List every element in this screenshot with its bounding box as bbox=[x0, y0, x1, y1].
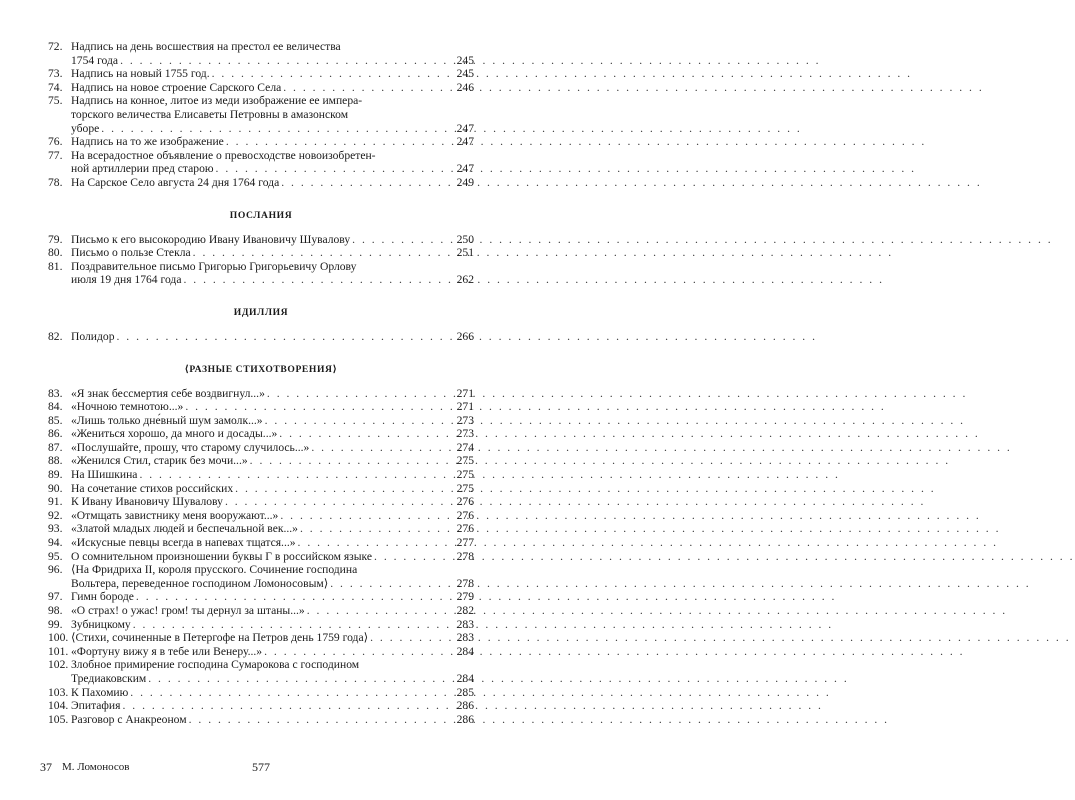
toc-entry bbox=[48, 441, 474, 455]
toc-entry-line bbox=[48, 414, 474, 428]
toc-entry bbox=[48, 495, 474, 509]
toc-entry-line bbox=[48, 176, 474, 190]
entry-title: ной артиллерии пред старою bbox=[71, 162, 214, 176]
entry-page: 250 bbox=[456, 232, 474, 246]
entry-title: уборе bbox=[71, 121, 100, 135]
entry-number: 99. bbox=[48, 617, 63, 631]
entry-page: 275 bbox=[456, 454, 474, 468]
toc-entry bbox=[48, 631, 474, 645]
toc-entry-line bbox=[48, 387, 474, 401]
entry-page: 284 bbox=[456, 671, 474, 685]
entry-page: 273 bbox=[456, 413, 474, 427]
entry-number: 72. bbox=[48, 40, 63, 53]
entry-number: 84. bbox=[48, 400, 63, 414]
toc-entry bbox=[48, 414, 474, 428]
toc-entry-line bbox=[48, 713, 474, 727]
entry-page: 262 bbox=[456, 273, 474, 287]
entry-title: Надпись на новый 1755 год. bbox=[71, 67, 210, 81]
entry-number: 102. bbox=[48, 658, 69, 672]
entry-page: 266 bbox=[456, 329, 474, 343]
entry-title: Надпись на конное, литое из меди изображение ее импера- bbox=[71, 94, 363, 108]
toc-section bbox=[48, 364, 474, 727]
dot-leader bbox=[264, 645, 454, 659]
dot-leader bbox=[370, 631, 454, 645]
toc-entry bbox=[48, 427, 474, 441]
entry-title: ⟨На Фридриха II, короля прусского. Сочинение господина bbox=[71, 563, 358, 577]
toc-entry bbox=[48, 522, 474, 536]
toc-entry bbox=[48, 400, 474, 414]
toc-entry bbox=[48, 509, 474, 523]
entry-page: 247 bbox=[456, 121, 474, 135]
dot-leader bbox=[226, 135, 454, 149]
toc-entry-line bbox=[48, 54, 474, 68]
toc-entry-line bbox=[48, 563, 474, 577]
entry-page: 276 bbox=[456, 495, 474, 509]
entry-number: 85. bbox=[48, 413, 63, 427]
entry-number: 91. bbox=[48, 495, 63, 509]
dot-leader bbox=[148, 672, 454, 686]
entry-title: Зубницкому bbox=[71, 617, 131, 631]
dot-leader bbox=[267, 387, 454, 401]
toc-entry-line bbox=[48, 699, 474, 713]
toc-entry-line bbox=[48, 495, 474, 509]
entry-title: «Жениться хорошо, да много и досады...» bbox=[71, 427, 278, 441]
dot-leader bbox=[183, 273, 454, 287]
entry-number: 86. bbox=[48, 427, 63, 441]
entry-number: 94. bbox=[48, 536, 63, 550]
toc-entry bbox=[48, 713, 474, 727]
entry-number: 103. bbox=[48, 685, 69, 699]
toc-entry bbox=[48, 454, 474, 468]
entry-page: 277 bbox=[456, 536, 474, 550]
dot-leader bbox=[300, 522, 454, 536]
toc-entry bbox=[48, 176, 474, 190]
dot-leader bbox=[250, 454, 454, 468]
dot-leader bbox=[212, 67, 454, 81]
entry-title: июля 19 дня 1764 года bbox=[71, 273, 182, 287]
entry-number: 98. bbox=[48, 604, 63, 617]
toc-entry bbox=[48, 536, 474, 550]
entry-page: 286 bbox=[456, 699, 474, 713]
entry-title: торского величества Елисаветы Петровны в амазонском bbox=[71, 107, 349, 121]
entry-title: На всерадостное объявление о превосходстве новоизобретен- bbox=[71, 148, 376, 162]
entry-title: «Искусные певцы всегда в напевах тщатся...» bbox=[71, 536, 296, 550]
toc-entry-line bbox=[48, 482, 474, 496]
toc-entry-line bbox=[48, 454, 474, 468]
toc-entry-line bbox=[48, 67, 474, 81]
entry-title: Письмо о пользе Стекла bbox=[71, 246, 191, 260]
entry-number: 97. bbox=[48, 590, 63, 604]
dot-leader bbox=[136, 590, 454, 604]
dot-leader bbox=[265, 414, 454, 428]
entry-title: «Отмщать завистнику меня вооружают...» bbox=[71, 508, 279, 522]
entry-number: 76. bbox=[48, 135, 63, 149]
entry-title: Злобное примирение господина Сумарокова с господином bbox=[71, 658, 360, 672]
dot-leader bbox=[307, 604, 454, 618]
section-heading: ПОСЛАНИЯ bbox=[229, 209, 293, 221]
toc-entry-line bbox=[48, 427, 474, 441]
entry-title: Письмо к его высокородию Ивану Ивановичу Шувалову bbox=[71, 232, 351, 246]
entry-title: «Я знак бессмертия себе воздвигнул...» bbox=[71, 386, 265, 400]
toc-entry-line bbox=[48, 468, 474, 482]
dot-leader bbox=[139, 468, 454, 482]
entry-number: 92. bbox=[48, 508, 63, 522]
entry-page: 247 bbox=[456, 162, 474, 176]
page-footer bbox=[40, 760, 472, 776]
dot-leader bbox=[193, 246, 454, 260]
entry-number: 80. bbox=[48, 246, 63, 260]
toc-entry-line bbox=[48, 618, 474, 632]
entry-title: «О страх! о ужас! гром! ты дернул за штаны...» bbox=[71, 604, 305, 617]
toc-section bbox=[48, 307, 474, 344]
section-heading: ⟨РАЗНЫЕ СТИХОТВОРЕНИЯ⟩ bbox=[184, 363, 338, 375]
entry-number: 96. bbox=[48, 563, 63, 577]
dot-leader bbox=[130, 686, 454, 700]
entry-number: 100. bbox=[48, 631, 69, 645]
entry-page: 271 bbox=[456, 386, 474, 400]
dot-leader bbox=[298, 536, 454, 550]
toc-entry bbox=[48, 387, 474, 401]
entry-title: На Шишкина bbox=[71, 468, 138, 482]
entry-number: 82. bbox=[48, 329, 63, 343]
toc-entry-line bbox=[48, 577, 474, 591]
toc-entry-line bbox=[48, 631, 474, 645]
dot-leader bbox=[189, 713, 454, 727]
section-heading: ИДИЛЛИЯ bbox=[233, 306, 289, 318]
dot-leader bbox=[185, 400, 454, 414]
entry-title: На сочетание стихов российских bbox=[71, 481, 234, 495]
toc-entry-line bbox=[48, 260, 474, 274]
entry-page: 286 bbox=[456, 712, 474, 726]
toc-entry-line bbox=[48, 604, 474, 618]
toc-section bbox=[48, 40, 474, 190]
toc-entry bbox=[48, 686, 474, 700]
entry-title: Полидор bbox=[71, 329, 115, 343]
toc-entry bbox=[48, 233, 474, 247]
entry-page: 278 bbox=[456, 549, 474, 563]
entry-title: 1754 года bbox=[71, 53, 119, 67]
toc-entry bbox=[48, 40, 474, 67]
toc-entry-line bbox=[48, 233, 474, 247]
entry-page: 275 bbox=[456, 468, 474, 482]
toc-entry bbox=[48, 604, 474, 618]
dot-leader bbox=[120, 54, 454, 68]
footer-author: М. Ломоносов bbox=[62, 761, 130, 773]
entry-page: 247 bbox=[456, 135, 474, 149]
entry-page: 283 bbox=[456, 631, 474, 645]
entry-title: К Пахомию bbox=[71, 685, 129, 699]
entry-number: 81. bbox=[48, 259, 63, 273]
toc-entry-line bbox=[48, 672, 474, 686]
toc-entry-line bbox=[48, 149, 474, 163]
toc-entry-line bbox=[48, 536, 474, 550]
entry-title: «Лишь только дне́вный шум замолк...» bbox=[71, 413, 263, 427]
dot-leader bbox=[283, 81, 454, 95]
entry-number: 95. bbox=[48, 549, 63, 563]
dot-leader bbox=[133, 618, 454, 632]
entry-page: 276 bbox=[456, 522, 474, 536]
dot-leader bbox=[374, 550, 454, 564]
dot-leader bbox=[281, 176, 454, 190]
toc-entry bbox=[48, 67, 474, 81]
entry-title: Тредиаковским bbox=[71, 671, 147, 685]
entry-number: 88. bbox=[48, 454, 63, 468]
dot-leader bbox=[352, 233, 454, 247]
entry-title: О сомнительном произношении буквы Г в российском языке bbox=[71, 549, 373, 563]
entry-title: «Женился Стил, старик без мочи...» bbox=[71, 454, 248, 468]
dot-leader bbox=[280, 509, 454, 523]
toc-entry bbox=[48, 590, 474, 604]
entry-number: 104. bbox=[48, 699, 69, 713]
entry-title: «Златой младых людей и беспечальной век...» bbox=[71, 522, 298, 536]
entry-title: Надпись на новое строение Сарского Села bbox=[71, 80, 282, 94]
entry-number: 79. bbox=[48, 232, 63, 246]
entry-page: 285 bbox=[456, 685, 474, 699]
entry-page: 282 bbox=[456, 604, 474, 617]
toc-entry bbox=[48, 260, 474, 287]
signature-mark: 37 bbox=[40, 760, 52, 774]
toc-entry-line bbox=[48, 94, 474, 108]
entry-number: 87. bbox=[48, 440, 63, 454]
entry-title: К Ивану Ивановичу Шувалову bbox=[71, 495, 223, 509]
dot-leader bbox=[122, 699, 454, 713]
entry-page: 251 bbox=[456, 246, 474, 260]
dot-leader bbox=[235, 482, 454, 496]
entry-page: 283 bbox=[456, 617, 474, 631]
toc-entry-line bbox=[48, 509, 474, 523]
entry-number: 90. bbox=[48, 481, 63, 495]
toc-entry bbox=[48, 563, 474, 590]
entry-title: «Ночною темнотою...» bbox=[71, 400, 184, 414]
toc-entry-line bbox=[48, 400, 474, 414]
toc-entry-line bbox=[48, 122, 474, 136]
entry-page: 278 bbox=[456, 576, 474, 590]
entry-title: На Сарское Село августа 24 дня 1764 года bbox=[71, 175, 280, 189]
toc-entry-line bbox=[48, 550, 474, 564]
entry-number: 75. bbox=[48, 94, 63, 108]
entry-title: Надпись на день восшествия на престол ее величества bbox=[71, 40, 341, 53]
entry-title: Вольтера, переведенное господином Ломоносовым⟩ bbox=[71, 576, 329, 590]
toc-entry-line bbox=[48, 330, 474, 344]
toc-entry-line bbox=[48, 658, 474, 672]
dot-leader bbox=[225, 495, 454, 509]
entry-page: 276 bbox=[456, 508, 474, 522]
dot-leader bbox=[101, 122, 454, 136]
table-of-contents bbox=[48, 40, 474, 726]
dot-leader bbox=[330, 577, 454, 591]
entry-number: 89. bbox=[48, 468, 63, 482]
dot-leader bbox=[216, 162, 454, 176]
dot-leader bbox=[117, 330, 455, 344]
entry-number: 101. bbox=[48, 644, 69, 658]
page-number: 577 bbox=[252, 760, 270, 774]
toc-entry bbox=[48, 94, 474, 135]
toc-entry bbox=[48, 550, 474, 564]
toc-entry-line bbox=[48, 162, 474, 176]
toc-entry bbox=[48, 135, 474, 149]
entry-page: 245 bbox=[456, 53, 474, 67]
entry-title: Надпись на то же изображение bbox=[71, 135, 224, 149]
toc-entry-line bbox=[48, 108, 474, 122]
entry-page: 279 bbox=[456, 590, 474, 604]
entry-number: 83. bbox=[48, 386, 63, 400]
entry-title: ⟨Стихи, сочиненные в Петергофе на Петров день 1759 года⟩ bbox=[71, 631, 369, 645]
entry-page: 246 bbox=[456, 80, 474, 94]
dot-leader bbox=[279, 427, 454, 441]
toc-entry-line bbox=[48, 81, 474, 95]
toc-entry bbox=[48, 246, 474, 260]
toc-entry bbox=[48, 468, 474, 482]
entry-number: 78. bbox=[48, 175, 63, 189]
entry-title: Гимн бороде bbox=[71, 590, 134, 604]
entry-page: 271 bbox=[456, 400, 474, 414]
entry-page: 249 bbox=[456, 175, 474, 189]
toc-entry-line bbox=[48, 522, 474, 536]
toc-entry-line bbox=[48, 441, 474, 455]
entry-page: 245 bbox=[456, 67, 474, 81]
toc-entry bbox=[48, 618, 474, 632]
entry-title: Эпитафия bbox=[71, 699, 121, 713]
toc-entry-line bbox=[48, 246, 474, 260]
toc-entry bbox=[48, 149, 474, 176]
dot-leader bbox=[311, 441, 454, 455]
toc-section bbox=[48, 210, 474, 287]
toc-entry bbox=[48, 330, 474, 344]
entry-title: Разговор с Анакреоном bbox=[71, 712, 187, 726]
entry-title: «Фортуну вижу я в тебе или Венеру...» bbox=[71, 644, 263, 658]
entry-number: 77. bbox=[48, 148, 63, 162]
entry-page: 273 bbox=[456, 427, 474, 441]
toc-entry bbox=[48, 658, 474, 685]
toc-entry-line bbox=[48, 40, 474, 54]
toc-entry-line bbox=[48, 590, 474, 604]
toc-entry-line bbox=[48, 135, 474, 149]
entry-title: «Послушайте, прошу, что старому случилось...» bbox=[71, 440, 310, 454]
entry-page: 275 bbox=[456, 481, 474, 495]
toc-entry bbox=[48, 482, 474, 496]
entry-number: 73. bbox=[48, 67, 63, 81]
entry-number: 74. bbox=[48, 80, 63, 94]
entry-number: 93. bbox=[48, 522, 63, 536]
toc-entry bbox=[48, 81, 474, 95]
entry-page: 274 bbox=[456, 440, 474, 454]
toc-entry-line bbox=[48, 645, 474, 659]
toc-entry bbox=[48, 699, 474, 713]
entry-number: 105. bbox=[48, 712, 69, 726]
entry-title: Поздравительное письмо Григорью Григорьевичу Орлову bbox=[71, 259, 357, 273]
entry-page: 284 bbox=[456, 644, 474, 658]
toc-entry-line bbox=[48, 686, 474, 700]
toc-entry bbox=[48, 645, 474, 659]
toc-entry-line bbox=[48, 273, 474, 287]
